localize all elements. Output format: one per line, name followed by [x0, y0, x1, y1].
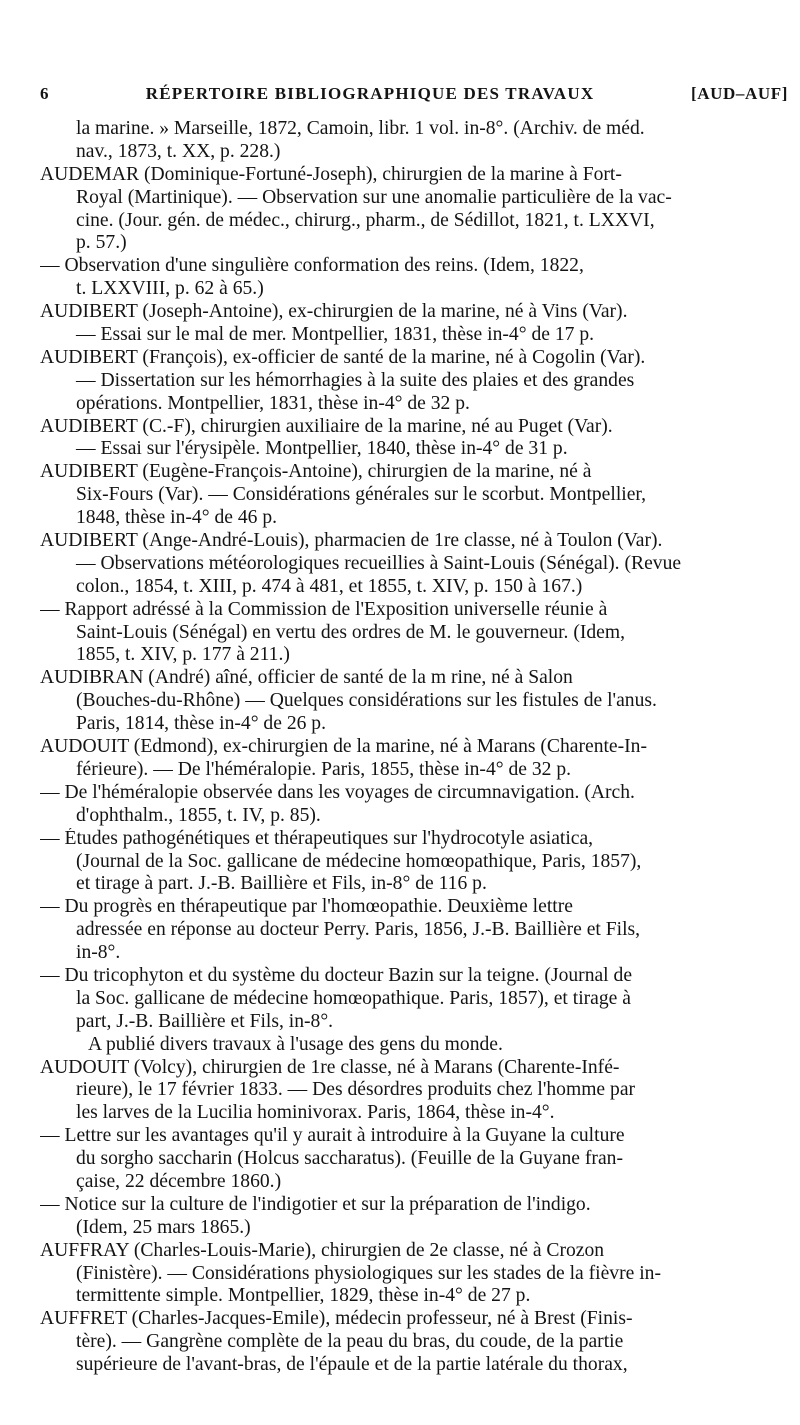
text-line: nav., 1873, t. XX, p. 228.): [76, 140, 281, 162]
alphabet-range: [AUD–AUF]: [691, 84, 788, 103]
text-line: du sorgho saccharin (Holcus saccharatus). (Feuille de la Guyane fran-: [76, 1148, 623, 1170]
page-number: 6: [40, 84, 50, 103]
text-line: — Observation d'une singulière conformation des reins. (Idem, 1822,: [40, 255, 584, 277]
text-line: — Observations météorologiques recueillies à Saint-Louis (Sénégal). (Revue: [76, 552, 682, 574]
text-line: les larves de la Lucilia hominivorax. Paris, 1864, thèse in-4°.: [76, 1102, 555, 1124]
body-text: [40, 118, 782, 1377]
text-line: opérations. Montpellier, 1831, thèse in-4° de 32 p.: [76, 392, 470, 414]
text-line: çaise, 22 décembre 1860.): [76, 1170, 282, 1192]
text-line: (Idem, 25 mars 1865.): [76, 1216, 251, 1238]
text-line: adressée en réponse au docteur Perry. Paris, 1856, J.-B. Baillière et Fils,: [76, 919, 641, 941]
text-line: p. 57.): [76, 232, 127, 254]
text-line: (Finistère). — Considérations physiologiques sur les stades de la fièvre in-: [76, 1262, 661, 1284]
text-line: — Essai sur l'érysipèle. Montpellier, 1840, thèse in-4° de 31 p.: [76, 438, 568, 460]
text-line: tère). — Gangrène complète de la peau du bras, du coude, de la partie: [76, 1331, 624, 1353]
text-line: 1855, t. XIV, p. 177 à 211.): [76, 644, 290, 666]
text-line: (Bouches-du-Rhône) — Quelques considérations sur les fistules de l'anus.: [76, 690, 657, 712]
text-line: AUDOUIT (Volcy), chirurgien de 1re classe, né à Marans (Charente-Infé-: [40, 1056, 620, 1078]
text-line: d'ophthalm., 1855, t. IV, p. 85).: [76, 804, 321, 826]
text-line: — Dissertation sur les hémorrhagies à la suite des plaies et des grandes: [76, 369, 635, 391]
text-line: Saint-Louis (Sénégal) en vertu des ordres de M. le gouverneur. (Idem,: [76, 621, 626, 643]
text-line: AUFFRAY (Charles-Louis-Marie), chirurgien de 2e classe, né à Crozon: [40, 1239, 605, 1261]
text-line: férieure). — De l'héméralopie. Paris, 1855, thèse in-4° de 32 p.: [76, 758, 572, 780]
text-line: supérieure de l'avant-bras, de l'épaule et de la partie latérale du thorax,: [76, 1354, 628, 1376]
text-line: 1848, thèse in-4° de 46 p.: [76, 507, 278, 529]
text-line: part, J.-B. Baillière et Fils, in-8°.: [76, 1010, 334, 1032]
text-line: A publié divers travaux à l'usage des gens du monde.: [88, 1033, 503, 1055]
text-line: AUFFRET (Charles-Jacques-Emile), médecin professeur, né à Brest (Finis-: [40, 1308, 633, 1330]
text-line: AUDOUIT (Edmond), ex-chirurgien de la marine, né à Marans (Charente-In-: [40, 736, 648, 758]
text-line: Six-Fours (Var). — Considérations générales sur le scorbut. Montpellier,: [76, 484, 647, 506]
text-line: termittente simple. Montpellier, 1829, thèse in-4° de 27 p.: [76, 1285, 531, 1307]
text-line: AUDIBERT (Ange-André-Louis), pharmacien de 1re classe, né à Toulon (Var).: [40, 530, 663, 552]
text-line: in-8°.: [76, 942, 121, 964]
text-line: — Lettre sur les avantages qu'il y aurait à introduire à la Guyane la culture: [40, 1125, 625, 1147]
running-head: [40, 84, 788, 108]
text-line: — Rapport adréssé à la Commission de l'Exposition universelle réunie à: [40, 598, 608, 620]
text-line: AUDIBERT (Eugène-François-Antoine), chirurgien de la marine, né à: [40, 461, 592, 483]
text-line: — Du progrès en thérapeutique par l'homœopathie. Deuxième lettre: [40, 896, 573, 918]
text-line: AUDIBERT (Joseph-Antoine), ex-chirurgien de la marine, né à Vins (Var).: [40, 301, 628, 323]
text-line: AUDIBRAN (André) aîné, officier de santé de la m rine, né à Salon: [40, 667, 573, 689]
text-line: Royal (Martinique). — Observation sur une anomalie particulière de la vac-: [76, 186, 672, 208]
text-line: Paris, 1814, thèse in-4° de 26 p.: [76, 713, 327, 735]
text-line: t. LXXVIII, p. 62 à 65.): [76, 278, 264, 300]
text-line: la marine. » Marseille, 1872, Camoin, libr. 1 vol. in-8°. (Archiv. de méd.: [76, 118, 645, 139]
text-line: rieure), le 17 février 1833. — Des désordres produits chez l'homme par: [76, 1079, 636, 1101]
page-title: RÉPERTOIRE BIBLIOGRAPHIQUE DES TRAVAUX: [145, 84, 595, 103]
text-line: et tirage à part. J.-B. Baillière et Fils, in-8° de 116 p.: [76, 873, 487, 895]
text-line: la Soc. gallicane de médecine homœopathique. Paris, 1857), et tirage à: [76, 987, 631, 1009]
text-line: cine. (Jour. gén. de médec., chirurg., pharm., de Sédillot, 1821, t. LXXVI,: [76, 209, 655, 231]
text-line: AUDIBERT (François), ex-officier de santé de la marine, né à Cogolin (Var).: [40, 346, 646, 368]
text-line: — Essai sur le mal de mer. Montpellier, 1831, thèse in-4° de 17 p.: [76, 324, 595, 346]
text-line: colon., 1854, t. XIII, p. 474 à 481, et 1855, t. XIV, p. 150 à 167.): [76, 575, 583, 597]
text-line: — Notice sur la culture de l'indigotier et sur la préparation de l'indigo.: [40, 1193, 591, 1215]
text-line: — Du tricophyton et du système du docteur Bazin sur la teigne. (Journal de: [40, 964, 633, 986]
text-line: AUDIBERT (C.-F), chirurgien auxiliaire de la marine, né au Puget (Var).: [40, 415, 613, 437]
text-line: — Études pathogénétiques et thérapeutiques sur l'hydrocotyle asiatica,: [40, 827, 594, 849]
text-line: AUDEMAR (Dominique-Fortuné-Joseph), chirurgien de la marine à Fort-: [40, 163, 622, 185]
text-line: — De l'héméralopie observée dans les voyages de circumnavigation. (Arch.: [40, 781, 635, 803]
text-line: (Journal de la Soc. gallicane de médecine homœopathique, Paris, 1857),: [76, 850, 642, 872]
